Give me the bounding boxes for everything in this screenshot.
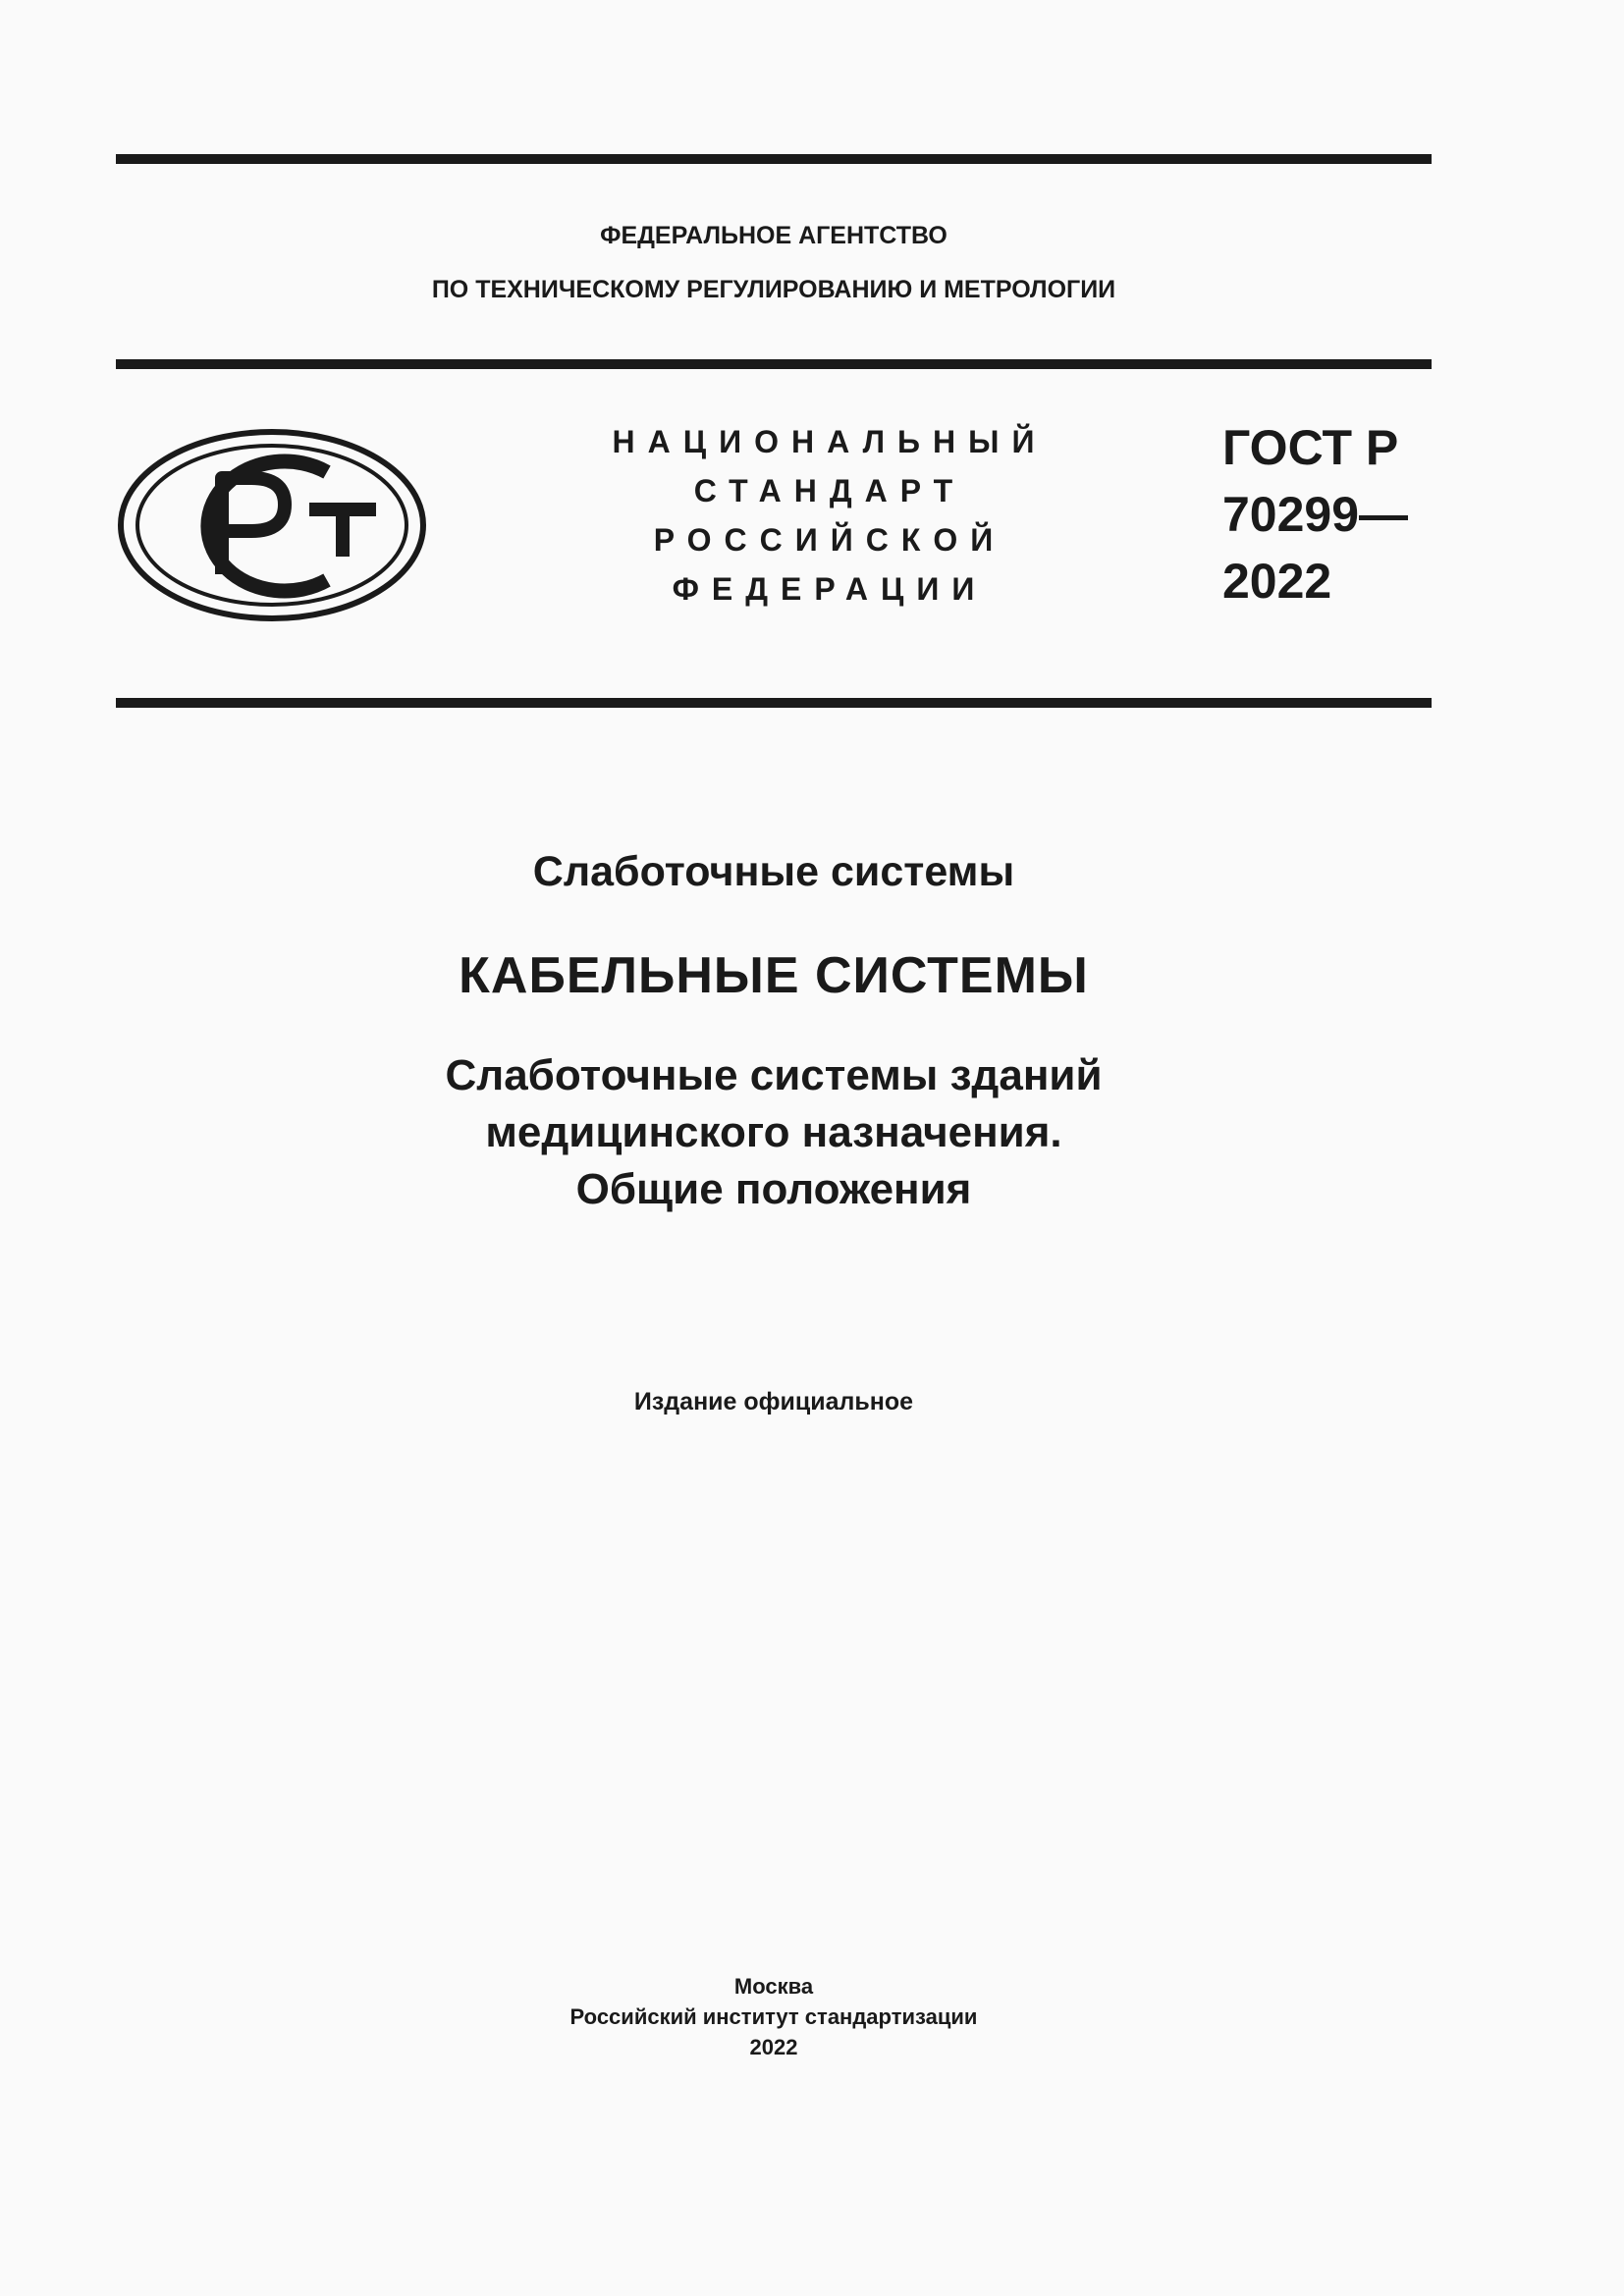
subtitle-line-3: Общие положения — [575, 1165, 972, 1213]
rst-mark-icon — [116, 427, 428, 623]
top-rule — [116, 154, 1432, 164]
document-subject: Слаботочные системы — [532, 848, 1015, 895]
subtitle-line-1: Слаботочные системы зданий — [445, 1051, 1103, 1099]
national-line-3: РОССИЙСКОЙ — [653, 522, 1006, 558]
header-bottom-rule — [116, 359, 1432, 369]
national-standard-label — [584, 417, 1075, 614]
publisher-name: Российский институт стандартизации — [569, 2004, 978, 2029]
publisher-city: Москва — [733, 1974, 814, 1999]
agency-line-1: ФЕДЕРАЛЬНОЕ АГЕНТСТВО — [600, 222, 947, 249]
document-subtitle — [116, 1047, 1432, 1218]
publisher-imprint — [116, 1971, 1432, 2062]
national-line-2: СТАНДАРТ — [693, 473, 966, 508]
publisher-year: 2022 — [749, 2035, 798, 2059]
edition-label: Издание официальное — [633, 1388, 914, 1415]
document-main-title: КАБЕЛЬНЫЕ СИСТЕМЫ — [459, 947, 1089, 1004]
gost-line-1: ГОСТ Р — [1222, 420, 1399, 475]
standard-block-bottom-rule — [116, 698, 1432, 708]
national-line-1: НАЦИОНАЛЬНЫЙ — [612, 424, 1048, 459]
gost-line-2: 70299— — [1222, 487, 1409, 542]
gost-designation — [1222, 414, 1408, 614]
subtitle-line-2: медицинского назначения. — [485, 1108, 1062, 1156]
national-line-4: ФЕДЕРАЦИИ — [672, 571, 988, 607]
agency-line-2: ПО ТЕХНИЧЕСКОМУ РЕГУЛИРОВАНИЮ И МЕТРОЛОГИИ — [431, 276, 1116, 303]
agency-header — [116, 209, 1432, 317]
gost-line-3: 2022 — [1222, 554, 1332, 609]
